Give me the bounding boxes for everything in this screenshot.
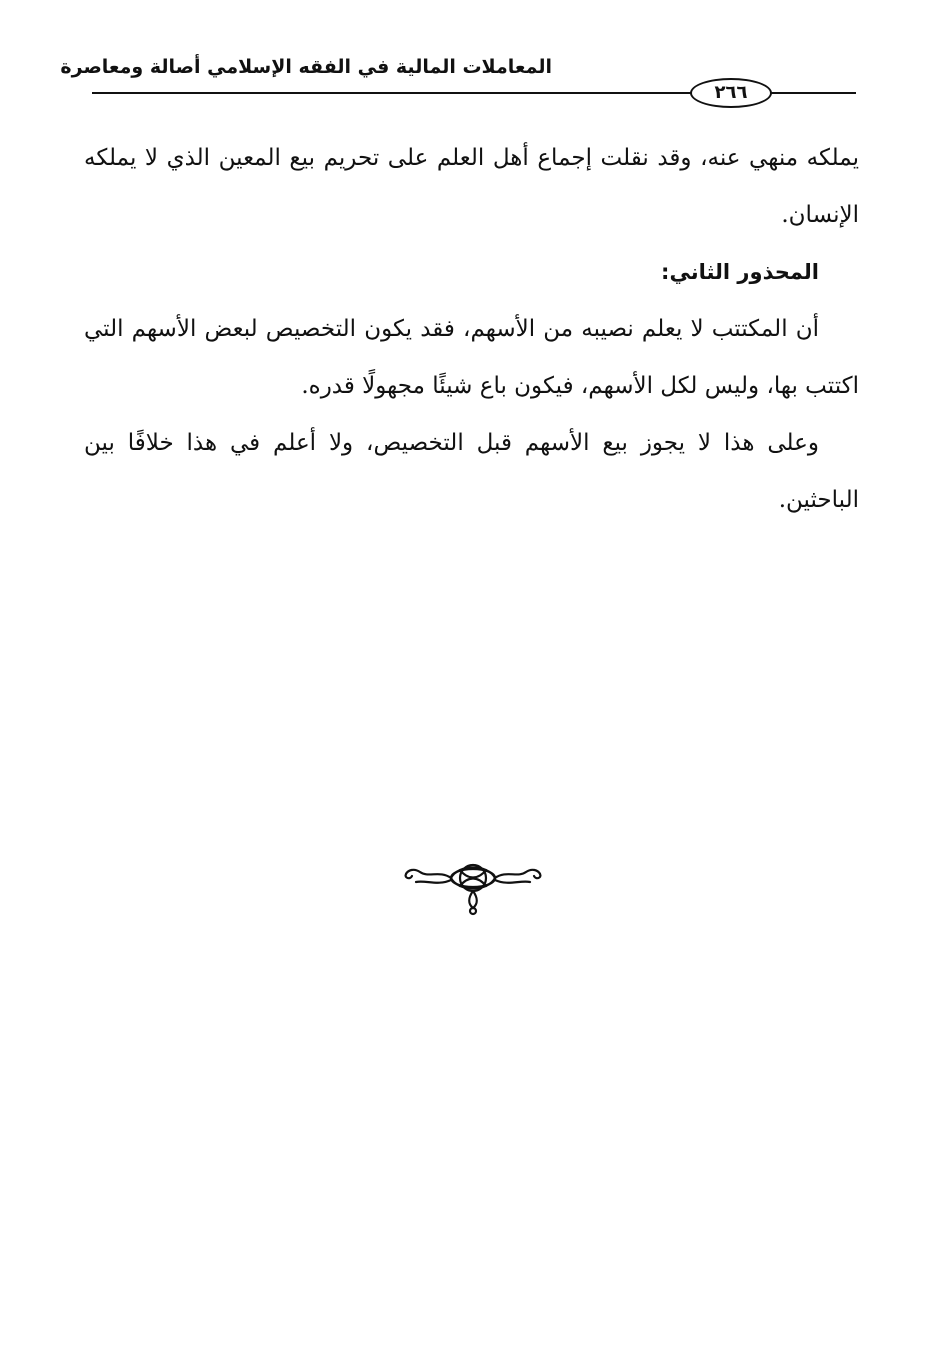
paragraph-2: أن المكتتب لا يعلم نصيبه من الأسهم، فقد يكون التخصيص لبعض الأسهم التي اكتتب بها، وليس لكل الأسهم، فيكون باع شيئًا مجهولًا قدره. (84, 316, 859, 399)
running-header-title: المعاملات المالية في الفقه الإسلامي أصالة ومعاصرة (60, 56, 552, 78)
body-text (84, 130, 859, 529)
paragraph-3: وعلى هذا لا يجوز بيع الأسهم قبل التخصيص، ولا أعلم في هذا خلافًا بين الباحثين. (84, 430, 859, 513)
paragraph-1: يملكه منهي عنه، وقد نقلت إجماع أهل العلم على تحريم بيع المعين الذي لا يملكه الإنسان. (84, 145, 859, 228)
page-number: ٢٦٦ (714, 82, 748, 103)
section-heading: المحذور الثاني: (661, 260, 819, 284)
page-number-badge (690, 78, 772, 108)
end-of-section-flourish-icon (398, 856, 548, 918)
